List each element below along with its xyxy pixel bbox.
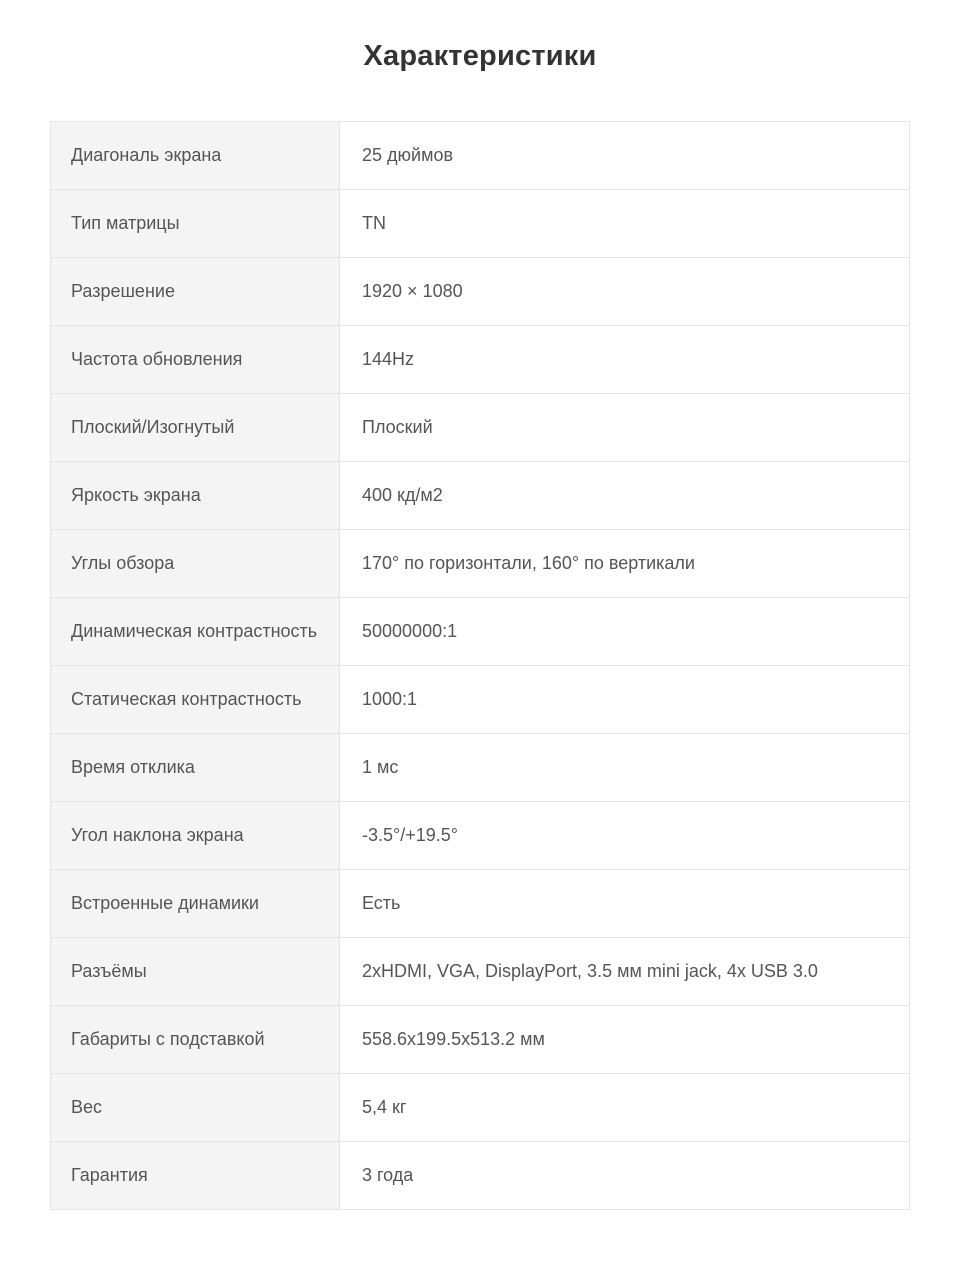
spec-value: 50000000:1 <box>340 598 910 666</box>
spec-value: TN <box>340 190 910 258</box>
table-row <box>51 666 910 734</box>
spec-value: 558.6x199.5x513.2 мм <box>340 1006 910 1074</box>
table-row <box>51 1006 910 1074</box>
spec-label: Время отклика <box>51 734 340 802</box>
spec-label: Плоский/Изогнутый <box>51 394 340 462</box>
spec-label: Углы обзора <box>51 530 340 598</box>
table-row <box>51 598 910 666</box>
spec-value: Есть <box>340 870 910 938</box>
spec-value: 2xHDMI, VGA, DisplayPort, 3.5 мм mini jack, 4x USB 3.0 <box>340 938 910 1006</box>
table-row <box>51 938 910 1006</box>
spec-value: 1920 × 1080 <box>340 258 910 326</box>
table-row <box>51 1142 910 1210</box>
table-row <box>51 258 910 326</box>
spec-label: Вес <box>51 1074 340 1142</box>
table-row <box>51 802 910 870</box>
spec-label: Угол наклона экрана <box>51 802 340 870</box>
table-row <box>51 122 910 190</box>
table-row <box>51 530 910 598</box>
spec-value: 25 дюймов <box>340 122 910 190</box>
spec-value: 1 мс <box>340 734 910 802</box>
spec-value: 1000:1 <box>340 666 910 734</box>
spec-value: 144Hz <box>340 326 910 394</box>
spec-label: Разрешение <box>51 258 340 326</box>
spec-label: Гарантия <box>51 1142 340 1210</box>
spec-value: 400 кд/м2 <box>340 462 910 530</box>
spec-value: 170° по горизонтали, 160° по вертикали <box>340 530 910 598</box>
page-title: Характеристики <box>363 40 597 72</box>
spec-label: Яркость экрана <box>51 462 340 530</box>
spec-value: -3.5°/+19.5° <box>340 802 910 870</box>
table-row <box>51 394 910 462</box>
spec-label: Диагональ экрана <box>51 122 340 190</box>
spec-label: Габариты с подставкой <box>51 1006 340 1074</box>
table-row <box>51 870 910 938</box>
spec-value: 5,4 кг <box>340 1074 910 1142</box>
table-row <box>51 326 910 394</box>
spec-label: Статическая контрастность <box>51 666 340 734</box>
table-row <box>51 462 910 530</box>
spec-label: Тип матрицы <box>51 190 340 258</box>
spec-table <box>50 121 910 1210</box>
table-row <box>51 1074 910 1142</box>
spec-label: Встроенные динамики <box>51 870 340 938</box>
table-row <box>51 734 910 802</box>
table-row <box>51 190 910 258</box>
spec-label: Разъёмы <box>51 938 340 1006</box>
spec-value: Плоский <box>340 394 910 462</box>
spec-label: Частота обновления <box>51 326 340 394</box>
spec-label: Динамическая контрастность <box>51 598 340 666</box>
spec-value: 3 года <box>340 1142 910 1210</box>
